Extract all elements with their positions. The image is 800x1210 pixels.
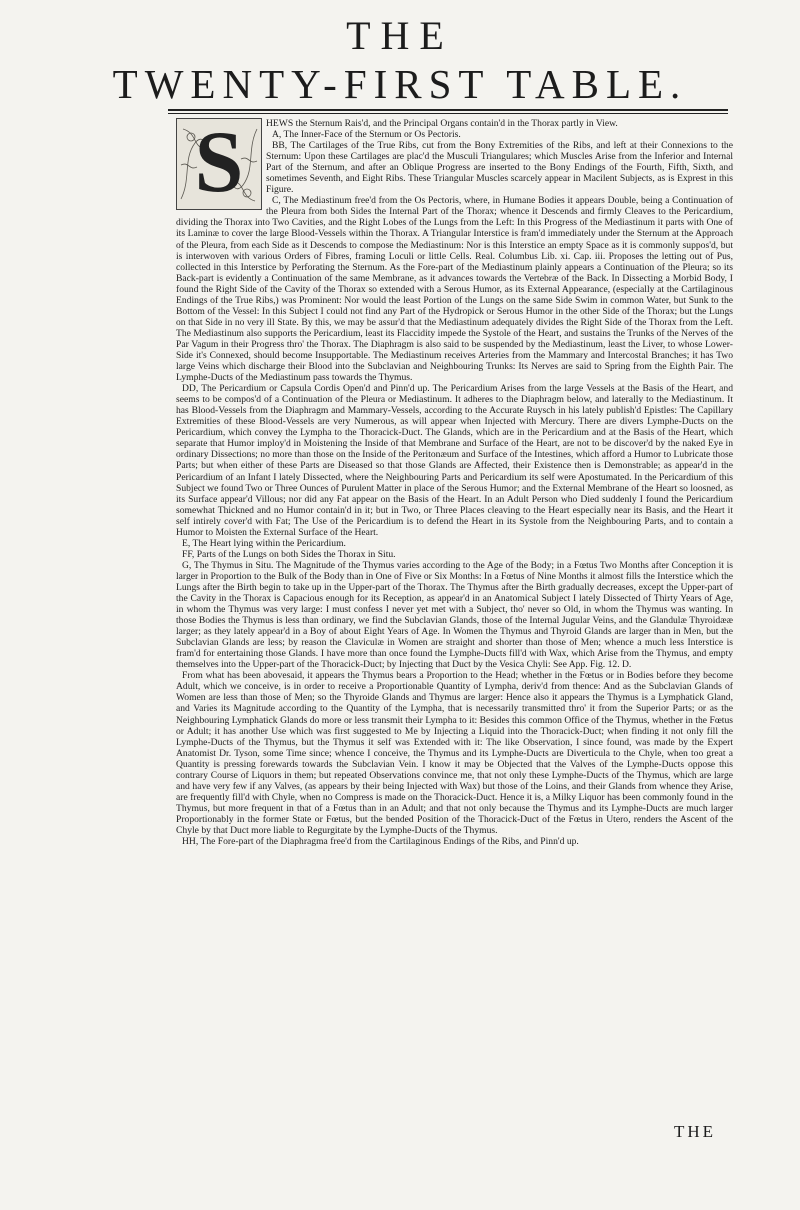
dropcap-letter: S — [194, 114, 244, 211]
title-the: THE — [346, 13, 454, 58]
body-text — [176, 118, 733, 1118]
catchword: THE — [673, 1122, 716, 1141]
title-rule-thin — [168, 113, 728, 114]
paragraph-c: C, The Mediastinum free'd from the Os Pectoris, where, in Humane Bodies it appears Double, being a Continuation of the Pleura from both Sides the Internal Part of the Thorax; whence it Descends and firmly Cleaves to the Pericardium, dividing the Thorax into Two Cavities, and the Right Lobes of the Lungs from the Left: In this Progress of the Mediastinum it parts with One of its Laminæ to cover the large Blood-Vessels within the Thorax. A Triangular Interstice is fram'd immediately under the Sternum at the Approach of the Pleura, from each Side as it Descends to compose the Mediastinum: Nor is this Interstice an empty Space as it is commonly suppos'd, but is interwoven with various Orders of Fibres, framing Loculi or little Cells. Real. Columbus Lib. xi. Cap. iii. Proposes the letting out of Pus, collected in this Interstice by Perforating the Sternum. As the Fore-part of the Mediastinum plainly appears a Continuation of the Pleura; so its Back-part is evidently a Continuation of the same Membrane, as it advances towards the Vertebræ of the Back. In Dissecting a Morbid Body, I found the Right Side of the Cavity of the Thorax so extended with a Serous Humor, as its External Appearance, (especially at the Cartilaginous Endings of the True Ribs,) was Prominent: Nor would the least Portion of the Lungs on the same Side Swim in common Water, but Sunk to the Bottom of the Vessel: In this Subject I could not find any Part of the Hydropick or Serous Humor in the other Side of the Thorax; but the Lungs on that Side in no very ill State. By this, we may be assur'd that the Mediastinum adequately divides the Right Side of the Thorax from the Left. The Mediastinum also supports the Pericardium, least its Flaccidity impede the Systole of the Heart, and sustains the Trunks of the Nerves of the Par Vagum in their Progress thro' the Thorax. The Diaphragm is also said to be suspended by the Mediastinum, least the Liver, to whose Lower-Side it's Connexed, should become Insupportable. The Mediastinum receives Arteries from the Mammary and Intercostal Branches; it has Two large Veins which discharge their Blood into the Subclavian and Neighbouring Trunks: Its Nerves are said to Spring from the Eighth Pair. The Lymphe-Ducts of the Mediastinum pass towards the Thymus. — [176, 195, 733, 384]
paragraph-a: A, The Inner-Face of the Sternum or Os Pectoris. — [272, 129, 461, 141]
paragraph-intro: HEWS the Sternum Rais'd, and the Principal Organs contain'd in the Thorax partly in View. — [266, 118, 618, 129]
paragraph-hh: HH, The Fore-part of the Diaphragma free'd from the Cartilaginous Endings of the Ribs, and Pinn'd up. — [182, 836, 579, 848]
paragraph-bb: BB, The Cartilages of the True Ribs, cut from the Bony Extremities of the Ribs, and left at their Connexions to the Sternum: Upon these Cartilages are plac'd the Musculi Triangulares; which Muscles Arise from the Inferior and Internal Part of the Sternum, and after an Oblique Progress are inserted to the Bony Endings of the Fourth, Fifth, Sixth, and sometimes Seventh, and Eight Ribs. These Triangular Muscles scarcely appear in Macilent Subjects, as is Exprest in this Figure. — [266, 140, 733, 196]
title-rule — [168, 109, 728, 111]
paragraph-g: G, The Thymus in Situ. The Magnitude of the Thymus varies according to the Age of the Body; in a Fœtus Two Months after Conception it is larger in Proportion to the Bulk of the Body than in One of Five or Six Months: In a Fœtus of Nine Months it almost fills the Interstice which the Lungs after the Birth begin to take up in the Upper-part of the Thorax. The Thymus after the Birth gradually decreases, except the Upper-part of the Cavity in the Thorax is Capacious enough for its Reception, as appear'd in an Anatomical Subject I lately Dissected of Thirty Years of Age, in whom the Thymus was very large: I must confess I never yet met with a Subject, tho' never so Old, in whom the Thymus was wanting. In those Bodies the Thymus is less than ordinary, we find the Subclavian Glands, those of the Internal Jugular Veins, and the Glandulæ Thyroidææ larger; as they lately appear'd in a Boy of about Eight Years of Age. In Women the Thymus and Thyroid Glands are larger than in Men, but the Subclavian Glands are less; by reason the Claviculæ in Women are straight and shorter than those of Men; whence a much less Interstice is fram'd for entertaining those Glands. I have more than once found the Lymphe-Ducts fill'd with Wax, which Arise from the Thymus, and empty themselves into the Upper-part of the Thoracick-Duct; by Injecting that Duct by the Vesica Chyli: See App. Fig. 12. D. — [176, 559, 733, 671]
paragraph-ff: FF, Parts of the Lungs on both Sides the Thorax in Situ. — [182, 548, 396, 560]
paragraph-dd: DD, The Pericardium or Capsula Cordis Open'd and Pinn'd up. The Pericardium Arises from the large Vessels at the Basis of the Heart, and seems to be compos'd of a Continuation of the Pleura or Mediastinum. It adheres to the Diaphragm below, and laterally to the Mediastinum. It has Blood-Vessels from the Diaphragm and Mammary-Vessels, according to the Accurate Ruysch in his lately publish'd Epistles: The Capillary Extremities of these Blood-Vessels are very Numerous, as will appear when Injected with Mercury. There are divers Lymphe-Ducts on the Pericardium, which convey the Lympha to the Thoracick-Duct. The Glands, which are in the Pericardium and at the Basis of the Heart, which separate that Humor imploy'd in Moistening the Inside of that Membrane and Surface of the Heart, are not to be discover'd by the naked Eye in ordinary Dissections; no more than those on the Inside of the Peritonæum and Surface of the Intestines, which afford a Humor to Lubricate those Parts; but when either of these Parts are Diseased so that those Glands are Affected, their Existence then is Demonstrable; as appear'd in the Pericardium of an Infant I lately Dissected, where the Neighbouring Parts and Pericardium its self were Apostumated. In the Pericardium of this Subject we found Two or Three Ounces of Purulent Matter in place of the Serous Humor; and the External Membrane of the Heart so loosned, as its Surface appear'd Villous; nor did any Fat appear on the Basis of the Heart. In an Adult Person who Died suddenly I found the Pericardium somewhat Thickned and no Humor contain'd in it; but in Two, or Three Places cleaving to the Heart especially near its Basis, and the Heart it self intirely cover'd with Fat; The Use of the Pericardium is to defend the Heart in its Systole from the Neighbouring Parts, and to contain a Humor to Moisten the External Surface of the Heart. — [176, 383, 733, 538]
paragraph-thymus-use: From what has been abovesaid, it appears the Thymus bears a Proportion to the Head; whether in the Fœtus or in Bodies before they become Adult, which we conceive, is in order to receive a Proportionable Quantity of Lympha, deriv'd from thence: And as the Subclavian Glands of Women are less than those of Men; so the Thyroide Glands and Thymus are larger: Hence also it appears the Thymus is a Lymphatick Gland, and Varies its Magnitude according to the Quantity of the Lympha, that is necessarily transmitted thro' it from the Superior Parts; or as the Neighbouring Lymphatick Glands do more or less transmit their Lympha to it: Besides this common Office of the Thymus, whether in the Fœtus or Adult; it has another Use which was first suggested to Me by Injecting a Liquid into the Thoracick-Duct; when finding it not only fill the Lymphe-Ducts of the Thymus, but the Thymus it self was Extended with it: The like Observation, I since found, was made by the Expert Anatomist Dr. Tyson, some Time since; whence I conceive, the Thymus and its Lymphe-Ducts are Diverticula to the Chyle, when too great a Quantity is pressing forewards towards the Subclavian Vein. I know it may be Objected that the Valves of the Lymphe-Ducts oppose this contrary Course of Liquors in them; but repeated Observations convince me, that not only these Lymphe-Ducts of the Thymus, which are large and have very few if any Valves, (as appears by their being Injected with Wax) but those of the Loins, and their Glands from whence they Arise, are frequently fill'd with Chyle, when no Compress is made on the Thoracick-Duct. Hence it is, a Milky Liquor has been commonly found in the Thymus, but more frequent in that of a Fœtus than in an Adult; and that not only because the Thymus and its Lymphe-Ducts are much larger Proportionably in the former State or Fœtus, but the bended Position of the Thoracick-Duct of the Fœtus in Utero, renders the Ascent of the Chyle by that Duct more liable to Regurgitate by the Lymphe-Ducts of the Thymus. — [176, 670, 733, 836]
paragraph-e: E, The Heart lying within the Pericardium. — [182, 537, 346, 549]
page-title: TWENTY-FIRST TABLE. — [112, 61, 688, 107]
